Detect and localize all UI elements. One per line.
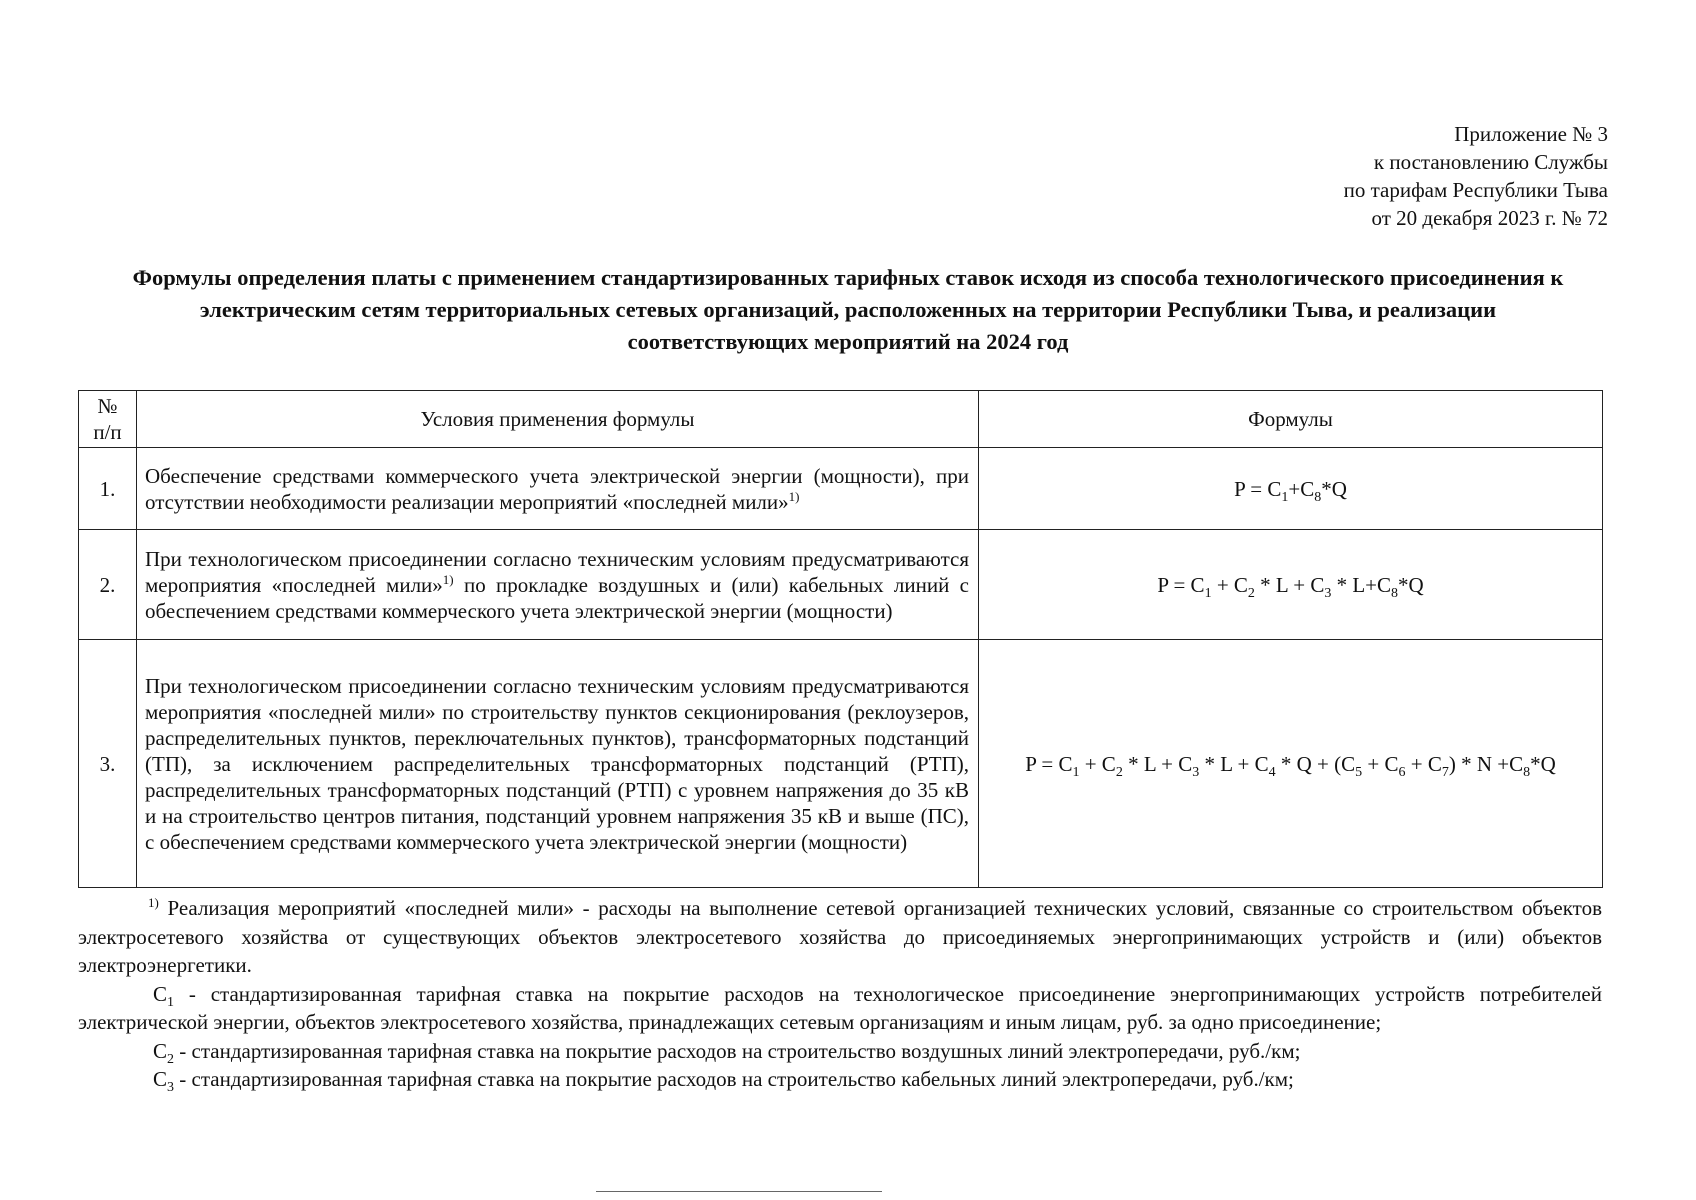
header-number xyxy=(79,391,137,448)
row-formula: $P = C_1 + C_2 * L + C_3 * L+C_8*Q$ xyxy=(979,530,1603,640)
row-number: 2. xyxy=(79,530,137,640)
row-number: 1. xyxy=(79,448,137,530)
footnote-ref: 1) xyxy=(788,488,800,504)
appendix-header xyxy=(1344,120,1608,232)
appendix-line-2: к постановлению Службы xyxy=(1373,150,1608,174)
table-header-row xyxy=(79,391,1603,448)
footnote-ref: 1) xyxy=(442,571,454,587)
condition-text: Обеспечение средствами коммерческого учета электрической энергии (мощности), при отсутствии необходимости реализации мероприятий «последней мили» xyxy=(145,463,969,514)
header-number-line-1: № xyxy=(97,394,118,418)
document-title: Формулы определения платы с применением стандартизированных тарифных ставок исходя из способа технологического присоединения к электрическим сетям территориальных сетевых организаций, расположенных на территории Республики Тыва, и реализации соответствующих мероприятий на 2024 год xyxy=(132,265,1564,354)
row-condition xyxy=(137,448,979,530)
appendix-line-1: Приложение № 3 xyxy=(1454,122,1608,146)
notes-section xyxy=(78,894,1602,1094)
appendix-line-3: по тарифам Республики Тыва xyxy=(1343,178,1608,202)
header-number-line-2: п/п xyxy=(93,420,122,444)
formulas-table xyxy=(78,390,1603,888)
footnote-mark: 1) xyxy=(148,895,159,910)
bottom-divider xyxy=(596,1191,882,1192)
definition-c1: $C_1$ - стандартизированная тарифная ставка на покрытие расходов на технологическое присоединение энергопринимающих устройств потребителей электрической энергии, объектов электросетевого хозяйства, принадлежащих сетевым организациям и иным лицам, руб. за одно присоединение; xyxy=(78,981,1602,1034)
table-row xyxy=(79,448,1603,530)
row-formula: $P = C_1+C_8*Q$ xyxy=(979,448,1603,530)
header-conditions: Условия применения формулы xyxy=(137,391,979,448)
row-condition: При технологическом присоединении согласно техническим условиям предусматриваются мероприятия «последней мили» по строительству пунктов секционирования (реклоузеров, распределительных пунктов, переключательных пунктов), трансформаторных подстанций (ТП), за исключением распределительных трансформаторных подстанций (РТП), распределительных трансформаторных подстанций (РТП) с уровнем напряжения до 35 кВ и на строительство центров питания, подстанций уровнем напряжения 35 кВ и выше (ПС), с обеспечением средствами коммерческого учета электрической энергии (мощности) xyxy=(137,640,979,888)
row-number: 3. xyxy=(79,640,137,888)
condition-text-continued: по прокладке воздушных и (или) кабельных линий с обеспечением средствами коммерческого учета электрической энергии (мощности) xyxy=(145,572,970,623)
row-condition xyxy=(137,530,979,640)
table-row xyxy=(79,530,1603,640)
condition-text: При технологическом присоединении согласно техническим условиям предусматриваются мероприятия «последней мили» xyxy=(145,546,969,597)
definition-c3: $C_3$ - стандартизированная тарифная ставка на покрытие расходов на строительство кабельных линий электропередачи, руб./км; xyxy=(153,1067,1294,1096)
header-formulas: Формулы xyxy=(979,391,1603,448)
table-row xyxy=(79,640,1603,888)
footnote xyxy=(78,894,1602,980)
definition-c2: $C_2$ - стандартизированная тарифная ставка на покрытие расходов на строительство воздушных линий электропередачи, руб./км; xyxy=(153,1038,1301,1067)
appendix-line-4: от 20 декабря 2023 г. № 72 xyxy=(1371,206,1608,230)
footnote-text: Реализация мероприятий «последней мили» - расходы на выполнение сетевой организацией технических условий, связанные со строительством объектов электросетевого хозяйства от существующих объектов электросетевого хозяйства до присоединяемых энергопринимающих устройств и (или) объектов электроэнергетики. xyxy=(78,896,1602,977)
row-formula: $P = C_1 + C_2 * L + C_3 * L + C_4 * Q + (C_5 + C_6 + C_7) * N +C_8*Q$ xyxy=(979,640,1603,888)
